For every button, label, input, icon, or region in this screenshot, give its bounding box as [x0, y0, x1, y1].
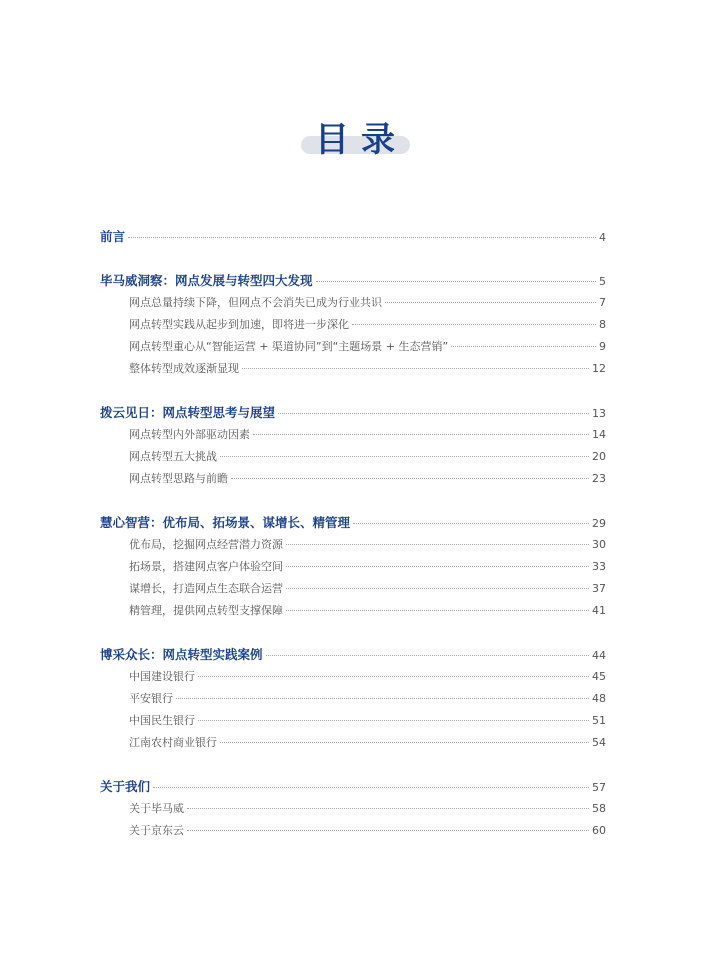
- toc-section-label: 网点转型重心从“智能运营 + 渠道协同”到“主题场景 + 生态营销”: [129, 340, 449, 353]
- toc-chapter-page-number: 4: [599, 231, 606, 244]
- dot-leader: [153, 787, 589, 788]
- toc-section[interactable]: [100, 314, 606, 336]
- dot-leader: [286, 566, 589, 567]
- dot-leader: [286, 610, 589, 611]
- toc-section-page-number: 60: [592, 824, 606, 837]
- toc-section[interactable]: [100, 534, 606, 556]
- toc-chapter[interactable]: [100, 512, 606, 534]
- toc-chapter[interactable]: [100, 270, 606, 292]
- toc-chapter-label: 关于我们: [100, 779, 151, 794]
- toc-section-page-number: 45: [592, 670, 606, 683]
- toc-section-label: 平安银行: [129, 692, 173, 705]
- toc-section-label: 优布局，挖掘网点经营潜力资源: [129, 538, 283, 551]
- dot-leader: [266, 655, 589, 656]
- toc-section-page-number: 7: [599, 296, 606, 309]
- chapter-spacer: [100, 622, 606, 644]
- toc-section-page-number: 58: [592, 802, 606, 815]
- page-title: 目录: [315, 120, 407, 160]
- toc-section-page-number: 37: [592, 582, 606, 595]
- chapter-spacer: [100, 490, 606, 512]
- toc-section-page-number: 8: [599, 318, 606, 331]
- toc-section[interactable]: [100, 732, 606, 754]
- toc-section-label: 中国建设银行: [129, 670, 195, 683]
- dot-leader: [220, 456, 589, 457]
- chapter-spacer: [100, 380, 606, 402]
- toc-section-label: 江南农村商业银行: [129, 736, 217, 749]
- toc-chapter-page-number: 44: [592, 649, 606, 662]
- dot-leader: [198, 676, 589, 677]
- toc-section-page-number: 51: [592, 714, 606, 727]
- title-block: [0, 110, 710, 170]
- toc-section-label: 中国民生银行: [129, 714, 195, 727]
- dot-leader: [286, 588, 589, 589]
- dot-leader: [385, 302, 596, 303]
- toc-section-label: 谋增长，打造网点生态联合运营: [129, 582, 283, 595]
- toc-section-page-number: 33: [592, 560, 606, 573]
- dot-leader: [231, 478, 589, 479]
- toc-section[interactable]: [100, 820, 606, 842]
- toc-section-label: 关于毕马威: [129, 802, 184, 815]
- dot-leader: [242, 368, 589, 369]
- dot-leader: [286, 544, 589, 545]
- toc-chapter-label: 博采众长：网点转型实践案例: [100, 647, 263, 662]
- toc-section-page-number: 41: [592, 604, 606, 617]
- toc-section[interactable]: [100, 666, 606, 688]
- toc-section[interactable]: [100, 358, 606, 380]
- toc-chapter[interactable]: [100, 644, 606, 666]
- toc-section[interactable]: [100, 798, 606, 820]
- dot-leader: [187, 808, 589, 809]
- toc-chapter[interactable]: [100, 226, 606, 248]
- toc-section[interactable]: [100, 292, 606, 314]
- dot-leader: [198, 720, 589, 721]
- toc-chapter-page-number: 5: [599, 275, 606, 288]
- chapter-spacer: [100, 248, 606, 270]
- toc-section-page-number: 48: [592, 692, 606, 705]
- dot-leader: [316, 281, 596, 282]
- toc-section-label: 网点转型实践从起步到加速，即将进一步深化: [129, 318, 349, 331]
- toc-section-label: 整体转型成效逐渐显现: [129, 362, 239, 375]
- toc-chapter-label: 毕马威洞察：网点发展与转型四大发现: [100, 273, 313, 288]
- toc-chapter-page-number: 13: [592, 407, 606, 420]
- toc-section-label: 网点转型五大挑战: [129, 450, 217, 463]
- toc-section[interactable]: [100, 688, 606, 710]
- chapter-spacer: [100, 754, 606, 776]
- toc-chapter-label: 前言: [100, 229, 126, 244]
- dot-leader: [253, 434, 589, 435]
- dot-leader: [451, 346, 596, 347]
- toc-section[interactable]: [100, 556, 606, 578]
- toc-chapter-label: 慧心智营：优布局、拓场景、谋增长、精管理: [100, 515, 351, 530]
- toc-section[interactable]: [100, 468, 606, 490]
- toc-section[interactable]: [100, 578, 606, 600]
- toc-section-label: 精管理，提供网点转型支撑保障: [129, 604, 283, 617]
- toc-section[interactable]: [100, 424, 606, 446]
- dot-leader: [278, 413, 589, 414]
- toc-section-label: 拓场景，搭建网点客户体验空间: [129, 560, 283, 573]
- dot-leader: [187, 830, 589, 831]
- toc-chapter-page-number: 29: [592, 517, 606, 530]
- toc-section-page-number: 9: [599, 340, 606, 353]
- toc-section-label: 网点总量持续下降，但网点不会消失已成为行业共识: [129, 296, 382, 309]
- toc-section-page-number: 54: [592, 736, 606, 749]
- toc-chapter[interactable]: [100, 776, 606, 798]
- dot-leader: [128, 237, 596, 238]
- toc-section-page-number: 30: [592, 538, 606, 551]
- dot-leader: [353, 523, 589, 524]
- toc-section[interactable]: [100, 600, 606, 622]
- toc-section-page-number: 12: [592, 362, 606, 375]
- toc-section[interactable]: [100, 336, 606, 358]
- toc-section-page-number: 14: [592, 428, 606, 441]
- toc-chapter-page-number: 57: [592, 781, 606, 794]
- dot-leader: [176, 698, 589, 699]
- toc-section[interactable]: [100, 446, 606, 468]
- dot-leader: [220, 742, 589, 743]
- toc-section[interactable]: [100, 710, 606, 732]
- toc-section-label: 网点转型内外部驱动因素: [129, 428, 250, 441]
- toc-section-label: 关于京东云: [129, 824, 184, 837]
- toc-chapter[interactable]: [100, 402, 606, 424]
- toc-chapter-label: 拨云见日：网点转型思考与展望: [100, 405, 276, 420]
- table-of-contents: [100, 226, 606, 842]
- toc-section-page-number: 20: [592, 450, 606, 463]
- toc-section-label: 网点转型思路与前瞻: [129, 472, 228, 485]
- toc-section-page-number: 23: [592, 472, 606, 485]
- dot-leader: [352, 324, 596, 325]
